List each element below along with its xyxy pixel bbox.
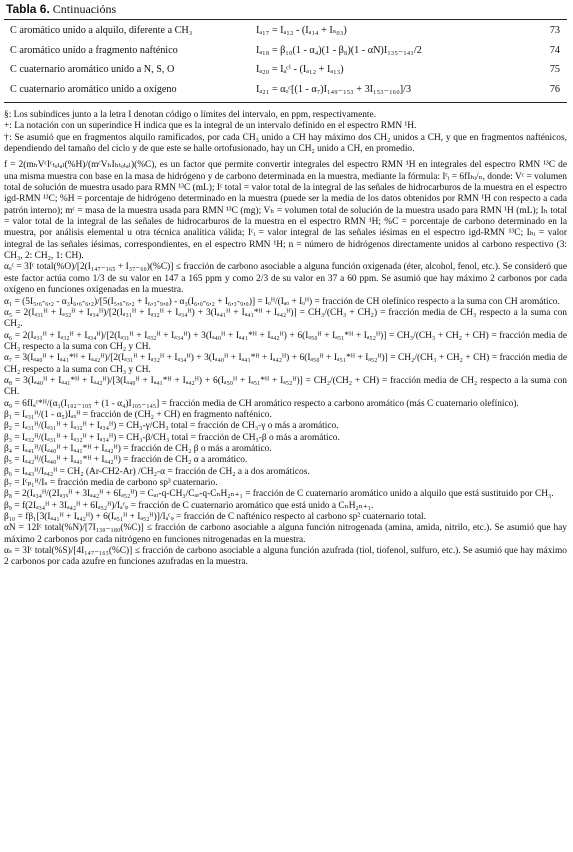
footnote-subscripts: §: Los subíndices junto a la letra I denotan código o límites del intervalo, en ppm, respectivamente. bbox=[4, 110, 377, 120]
footnote-beta-5: β₅ = Iₐ₄₂ᴴ/(Iₐ₄₀ᴴ + Iₐ₄₁*ᴴ + Iₐ₄₂ᴴ) = fracción de CH₂ α a aromático. bbox=[4, 455, 248, 466]
row-number: 76 bbox=[549, 83, 560, 95]
footnote-beta-7: β₇ = Iᶜₚ₁ᴴ/Iₛ = fracción media de carbono sp³ cuaternario. bbox=[4, 478, 218, 488]
row-description: C cuaternario aromático unido a N, S, O bbox=[10, 64, 175, 76]
footnote-beta-1: β₁ = Iₐ₃₁ᴴ/(1 - α₅)Iₐₓᴴ = fracción de (CH₂ + CH) en fragmento nafténico. bbox=[4, 409, 272, 420]
table-title bbox=[6, 2, 116, 17]
footnote-alpha-5: α₅ = 2(Iₐ₃₁ᴴ + Iₐ₃₂ᴴ + Iₐ₃₄ᴴ)/[2(Iₐ₃₁ᴴ + Iₐ₃₂ᴴ + Iₐ₃₄ᴴ) + 3(Iₐ₄₁ᴴ + Iₐ₄₁*ᴴ + Iₐ₄₂ᴴ)] = CH₃/(CH₃ + CH₂) = fracción media de CH₃ respecto a la suma con CH₂. bbox=[4, 307, 567, 330]
footnote-beta-3: β₃ = Iₐ₃₂ᴴ/(Iₐ₃₁ᴴ + Iₐ₃₂ᴴ + Iₐ₃₄ᴴ) = CH₃-β/CH₃ total = fracción de CH₃-β o más a aromático. bbox=[4, 432, 340, 443]
footnote-alpha-oc: αₒᶜ = 3Iᶜ total(%O)/[2(I₁₄₇₋₁₆₅ + I₃₇₋₆₀)(%C)] ≤ fracción de carbono asociable a alguna función oxigenada (éter, alcohol, fenol, etc.). Se consideró que este factor actúa como 1/3 de su valor en 147 a 165 ppm y como 2/3 de su valor en 37 a 60 ppm. Se asumió que hay máximo 2 carbonos por cada oxígeno en funciones oxigenadas en la muestra. bbox=[4, 262, 567, 296]
row-description: C cuaternario aromático unido a oxígeno bbox=[10, 83, 177, 95]
footnote-alpha-1: α₁ = (5I₅,₆-₆,₂ - α₃I₆,₆-₆,₂)/[5(I₅,₆-₆,₂ + I₆,₃-₉,₀) - α₃(I₆,₀-₆,₂ + I₆,₃-₉,₀)] = Iₒᴴ/(Iₐₒ + Iₒᴴ) = fracción de CH olefínico respecto a la suma con CH aromático. bbox=[4, 296, 560, 307]
row-formula: Iₐ₁₈ = β₁₀(1 - α₄)(1 - β₈)(1 - αN)I₁₃₅₋₁₄₁/2 bbox=[256, 44, 422, 56]
row-description: C aromático unido a fragmento nafténico bbox=[10, 44, 178, 56]
footnote-alpha-6: α₆ = 2(Iₐ₃₁ᴴ + Iₐ₃₂ᴴ + Iₐ₃₄ᴴ)/[2(Iₐ₃₁ᴴ + Iₐ₃₂ᴴ + Iₐ₃₄ᴴ) + 3(Iₐ₄₀ᴴ + Iₐ₄₁*ᴴ + Iₐ₄₂ᴴ) + 6(Iₐ₅₀ᴴ + Iₐ₅₁*ᴴ + Iₐ₅₂ᴴ)] = CH₃/(CH₃ + CH₂ + CH) = fracción media de CH₃ respecto a la suma con CH₂ y CH. bbox=[4, 330, 567, 352]
footnotes bbox=[4, 110, 567, 569]
table-row bbox=[4, 41, 567, 61]
table-row bbox=[4, 80, 567, 100]
footnote-superscript: +: La notación con un superíndice H indica que es la integral de un intervalo definido en el espectro RMN ¹H. bbox=[4, 121, 417, 132]
table-label: Tabla 6. bbox=[6, 2, 50, 16]
footnote-assumption: †: Se asumió que en fragmentos alquilo ramificados, por cada CH₃ unido a CH hay máximo dos CH₂ unidos a CH, y que en fragmentos nafténicos, dependiendo del tamaño del ciclo y de que este se halle ortofusionado, hay un CH₂ unido a CH, en promedio. bbox=[4, 132, 567, 155]
table-row bbox=[4, 21, 567, 41]
row-formula: Iₐ₂₀ = Iₐᶜⁱ - (Iₐ₁₂ + Iₐ₁₃) bbox=[256, 64, 344, 76]
row-number: 74 bbox=[549, 44, 560, 56]
row-description: C aromático unido a alquilo, diferente a CH₃ bbox=[10, 25, 193, 37]
top-rule bbox=[4, 19, 567, 20]
table-row bbox=[4, 60, 567, 80]
footnote-beta-10: β₁₀ = fβ₁[3(Iₐ₄₁ᴴ + Iₐ₄₂ᴴ) + 6(Iₐ₅₁ᴴ + Iₐ₅₂ᴴ)]/Iₐᶜᵩ = fracción de C nafténico respecto al carbono sp² cuaternario total. bbox=[4, 512, 426, 523]
footnote-alpha-n: αN = 12Iᶜ total(%N)/[7I₁₃₀₋₁₈₀(%C)] ≤ fracción de carbono asociable a alguna función nitrogenada (amina, amida, nitrilo, etc.). Se asumió que hay máximo 2 carbonos por cada nitrógeno en funciones nitrogenadas en la muestra. bbox=[4, 523, 567, 545]
table-subtitle: Cntinuacións bbox=[52, 2, 117, 16]
footnote-beta-8: β₈ = 2(Iₐ₃₄ᴴ/(2Iₐ₃ₓᴴ + 3Iₐ₄₂ᴴ + 6Iₐ₅₂ᴴ) = Cₐᵣ-q-CH₃/Cₐᵣ-q-CₙH₂ₙ₊₁ = fracción de C cuaternario aromático unido a alquilo que está sustituido por CH₃. bbox=[4, 489, 554, 500]
footnote-alpha-9: α₉ = 6fIₐᶜ*ᴴ/(α₁(I₁₀₂₋₁₀₅ + (1 - α₄)I₁₀₅₋₁₄₅] = fracción media de CH aromático respecto a carbono aromático (más C cuaternario olefínico). bbox=[4, 398, 519, 409]
footnote-beta-4: β₄ = Iₐ₄₁ᴴ/(Iₐ₄₀ᴴ + Iₐ₄₁*ᴴ + Iₐ₄₂ᴴ) = fracción de CH₂ β o más a aromático. bbox=[4, 443, 272, 454]
footnote-alpha-s: αₛ = 3Iᶜ total(%S)/[4I₁₄₇₋₁₆₅(%C)] ≤ fracción de carbono asociable a alguna función azufrada (tiol, tiofenol, sulfuro, etc.). Se asumió que hay máximo 2 carbonos por cada azufre en funciones azufradas en la muestra. bbox=[4, 546, 567, 568]
bottom-rule bbox=[4, 102, 567, 103]
row-formula: Iₐ₁₇ = Iₐ₁₂ - (Iₐ₁₄ + Iₛ₀₃) bbox=[256, 25, 347, 37]
row-number: 75 bbox=[549, 64, 560, 76]
footnote-f-factor: f = 2(mₕVᶜIᶜₜₒₜₐₗ(%H)/(mᶜVₕIₕₜₒₜₐₗ)(%C), es un factor que permite convertir integrales del espectro RMN ¹H en integrales del espectro RMN ¹³C de una misma muestra con base en la masa de hidrógeno y de carbono determinada en la muestra, mediante la fórmula: Iᶜᵢ = 6fIₕᵢ/ₙ, donde: Vᶜ = volumen total de solución de muestra usado para RMN ¹³C (mL); Iᶜ total = valor total de la integral de las señales de hidrocarburos de la muestra en el espectro igd-RMN ¹³C; %H = porcentaje de hidrógeno determinado en la muestra (puede ser la media de los datos obtenidos por RMN ¹H con respecto a cada patrón interno); mᶜ = masa de la muestra usada para RMN ¹³C (mg); Vₕ = volumen total de solución de la muestra usado para RMN ¹H (mL); Iₕ total = valor total de la integral de las señales de hidrocarburos de la muestra en el espectro RMN ¹H; %C = porcentaje de carbono determinado en la muestra, por análisis elemental u otra técnica analítica válida; Iᶜᵢ = valor integral de las señales iésimas en el espectro igd-RMN ¹³C; Iₕᵢ = valor integral de las señales iésimas, correspondientes, en el espectro RMN ¹H; n = número de hidrógenos directamente unidos al carbono respectivo (3: CH₃, 2: CH₂, 1: CH). bbox=[4, 160, 567, 262]
footnote-alpha-7: α₇ = 3(Iₐ₄₀ᴴ + Iₐ₄₁*ᴴ + Iₐ₄₂ᴴ)/[2(Iₐ₃₁ᴴ + Iₐ₃₂ᴴ + Iₐ₃₄ᴴ) + 3(Iₐ₄₀ᴴ + Iₐ₄₁*ᴴ + Iₐ₄₂ᴴ) + 6(Iₐ₅₀ᴴ + Iₐ₅₁*ᴴ + Iₐ₅₂ᴴ)] = CH₂/(CH₃ + CH₂ + CH) = fracción media de CH₂ respecto a la suma con CH₃ y CH. bbox=[4, 353, 567, 375]
footnote-alpha-8: α₈ = 3(Iₐ₄₀ᴴ + Iₐ₄₁*ᴴ + Iₐ₄₂ᴴ)/[3(Iₐ₄₀ᴴ + Iₐ₄₁*ᴴ + Iₐ₄₂ᴴ) + 6(Iₐ₅₀ᴴ + Iₐ₅₁*ᴴ + Iₐ₅₂ᴴ)] = CH₂/(CH₂ + CH) = fracción media de CH₂ respecto a la suma con CH. bbox=[4, 375, 567, 398]
row-formula: Iₐ₂₁ = αₒᶜ[(1 - α₇)I₁₄₉₋₁₅₃ + 3I₁₅₃₋₁₆₀]/3 bbox=[256, 83, 412, 95]
row-number: 73 bbox=[549, 25, 560, 37]
formula-table bbox=[4, 21, 567, 99]
footnote-beta-9: β₉ = f(2Iₐ₃₄ᴴ + 3Iₐ₄₂ᴴ + 6Iₐ₅₂ᴴ)/Iₐᶜᵩ = fracción de C cuaternario aromático que está unido a CₙH₂ₙ₊₁. bbox=[4, 500, 374, 511]
footnote-beta-2: β₂ = Iₐ₃₁ᴴ/(Iₐ₃₁ᴴ + Iₐ₃₂ᴴ + Iₐ₃₄ᴴ) = CH₃-γ/CH₃ total = fracción de CH₃-γ o más a aromático. bbox=[4, 421, 339, 432]
footnote-beta-6: β₆ = Iₐ₄₃ᴴ/Iₐ₄₂ᴴ = CH₂ (Ar-CH2-Ar) /CH₂-α = fracción de CH₂ a a dos aromáticos. bbox=[4, 466, 310, 477]
